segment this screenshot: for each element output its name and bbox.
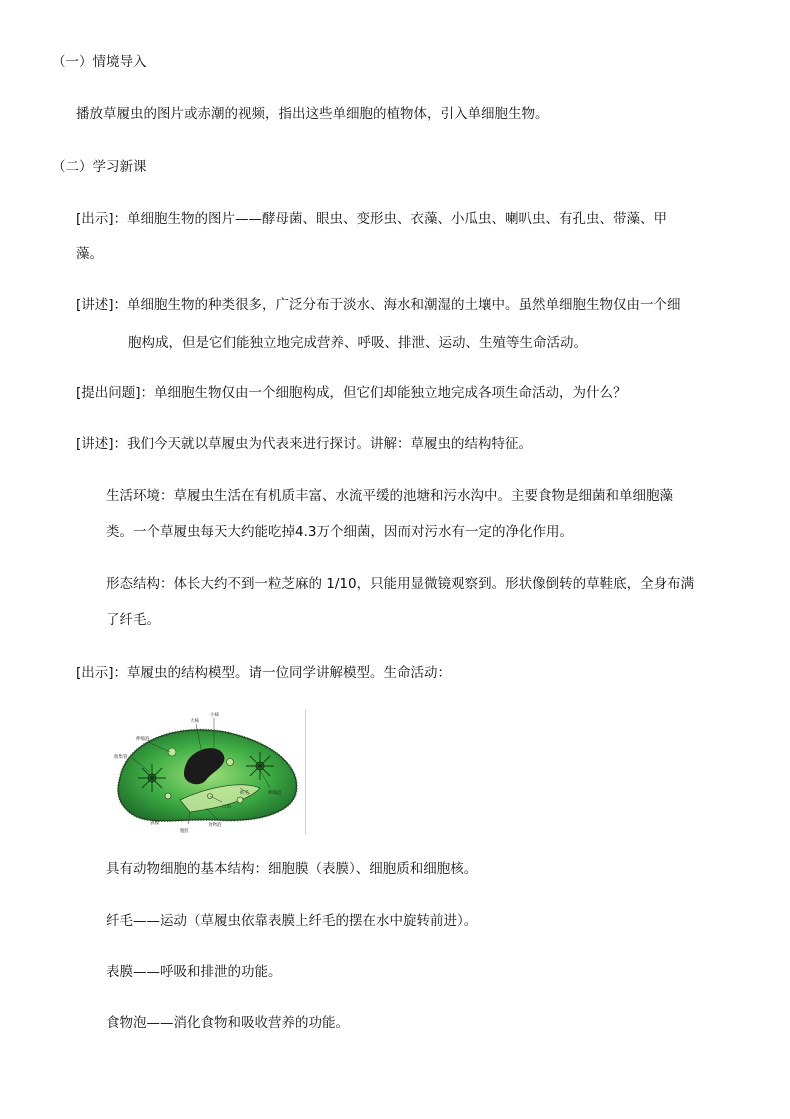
paragraph-talk-1-line-1: [讲述]：单细胞生物的种类很多，广泛分布于淡水、海水和潮湿的土壤中。虽然单细胞生物仅由一个细 bbox=[76, 297, 681, 313]
paragraph-food-vacuole: 食物泡——消化食物和吸收营养的功能。 bbox=[106, 1015, 349, 1031]
contractile-vacuole-right bbox=[246, 752, 274, 780]
label-macronucleus: 大核 bbox=[190, 719, 199, 724]
paragraph-show-1-line-1: [出示]：单细胞生物的图片——酵母菌、眼虫、变形虫、衣藻、小瓜虫、喇叭虫、有孔虫、带藻、甲 bbox=[76, 211, 668, 227]
paragraph-question: [提出问题]：单细胞生物仅由一个细胞构成，但它们却能独立地完成各项生命活动，为什么？ bbox=[76, 385, 627, 401]
paragraph-cilia: 纤毛——运动（草履虫依靠表膜上纤毛的摆在水中旋转前进）。 bbox=[106, 913, 478, 929]
contractile-vacuole-left bbox=[138, 764, 166, 792]
section-heading-new-lesson: （二）学习新课 bbox=[52, 159, 147, 175]
label-food-vacuole: 食物泡 bbox=[208, 823, 222, 828]
paragraph-talk-2: [讲述]：我们今天就以草履虫为代表来进行探讨。讲解：草履虫的结构特征。 bbox=[76, 436, 533, 452]
paragraph-show-2: [出示]：草履虫的结构模型。请一位同学讲解模型。生命活动： bbox=[76, 665, 452, 681]
figure-divider bbox=[305, 710, 306, 834]
label-oral-groove: 口沟 bbox=[222, 805, 231, 810]
paragraph-basic-structure: 具有动物细胞的基本结构：细胞膜（表膜）、细胞质和细胞核。 bbox=[106, 861, 478, 877]
paragraph-environment-line-1: 生活环境：草履虫生活在有机质丰富、水流平缓的池塘和污水沟中。主要食物是细菌和单细胞藻 bbox=[106, 488, 673, 504]
paragraph-membrane: 表膜——呼吸和排泄的功能。 bbox=[106, 964, 282, 980]
label-contractile-vacuole: 伸缩泡 bbox=[136, 737, 150, 742]
paragraph-morphology-line-1: 形态结构：体长大约不到一粒芝麻的 1/10，只能用显微镜观察到。形状像倒转的草鞋底，全身布满 bbox=[106, 576, 695, 592]
label-cilia: 纤毛 bbox=[240, 791, 249, 796]
paramecium-diagram bbox=[110, 708, 310, 836]
section-heading-intro: （一）情境导入 bbox=[52, 54, 147, 70]
label-micronucleus: 小核 bbox=[210, 713, 219, 718]
paramecium-figure bbox=[110, 708, 310, 836]
label-collecting-canal: 收集管 bbox=[114, 755, 128, 760]
label-pellicle: 表膜 bbox=[150, 821, 159, 826]
label-contractile-vacuole-2: 伸缩泡 bbox=[268, 791, 282, 796]
paragraph-talk-1-line-2: 胞构成，但是它们能独立地完成营养、呼吸、排泄、运动、生殖等生命活动。 bbox=[128, 335, 587, 351]
paragraph-show-1-line-2: 藻。 bbox=[76, 246, 103, 262]
paragraph-intro: 播放草履虫的图片或赤潮的视频，指出这些单细胞的植物体，引入单细胞生物。 bbox=[76, 106, 549, 122]
label-cytoproct: 胞肛 bbox=[180, 829, 189, 834]
paragraph-environment-line-2: 类。一个草履虫每天大约能吃掉4.3万个细菌，因而对污水有一定的净化作用。 bbox=[106, 524, 573, 540]
paragraph-morphology-line-2: 了纤毛。 bbox=[106, 612, 160, 628]
